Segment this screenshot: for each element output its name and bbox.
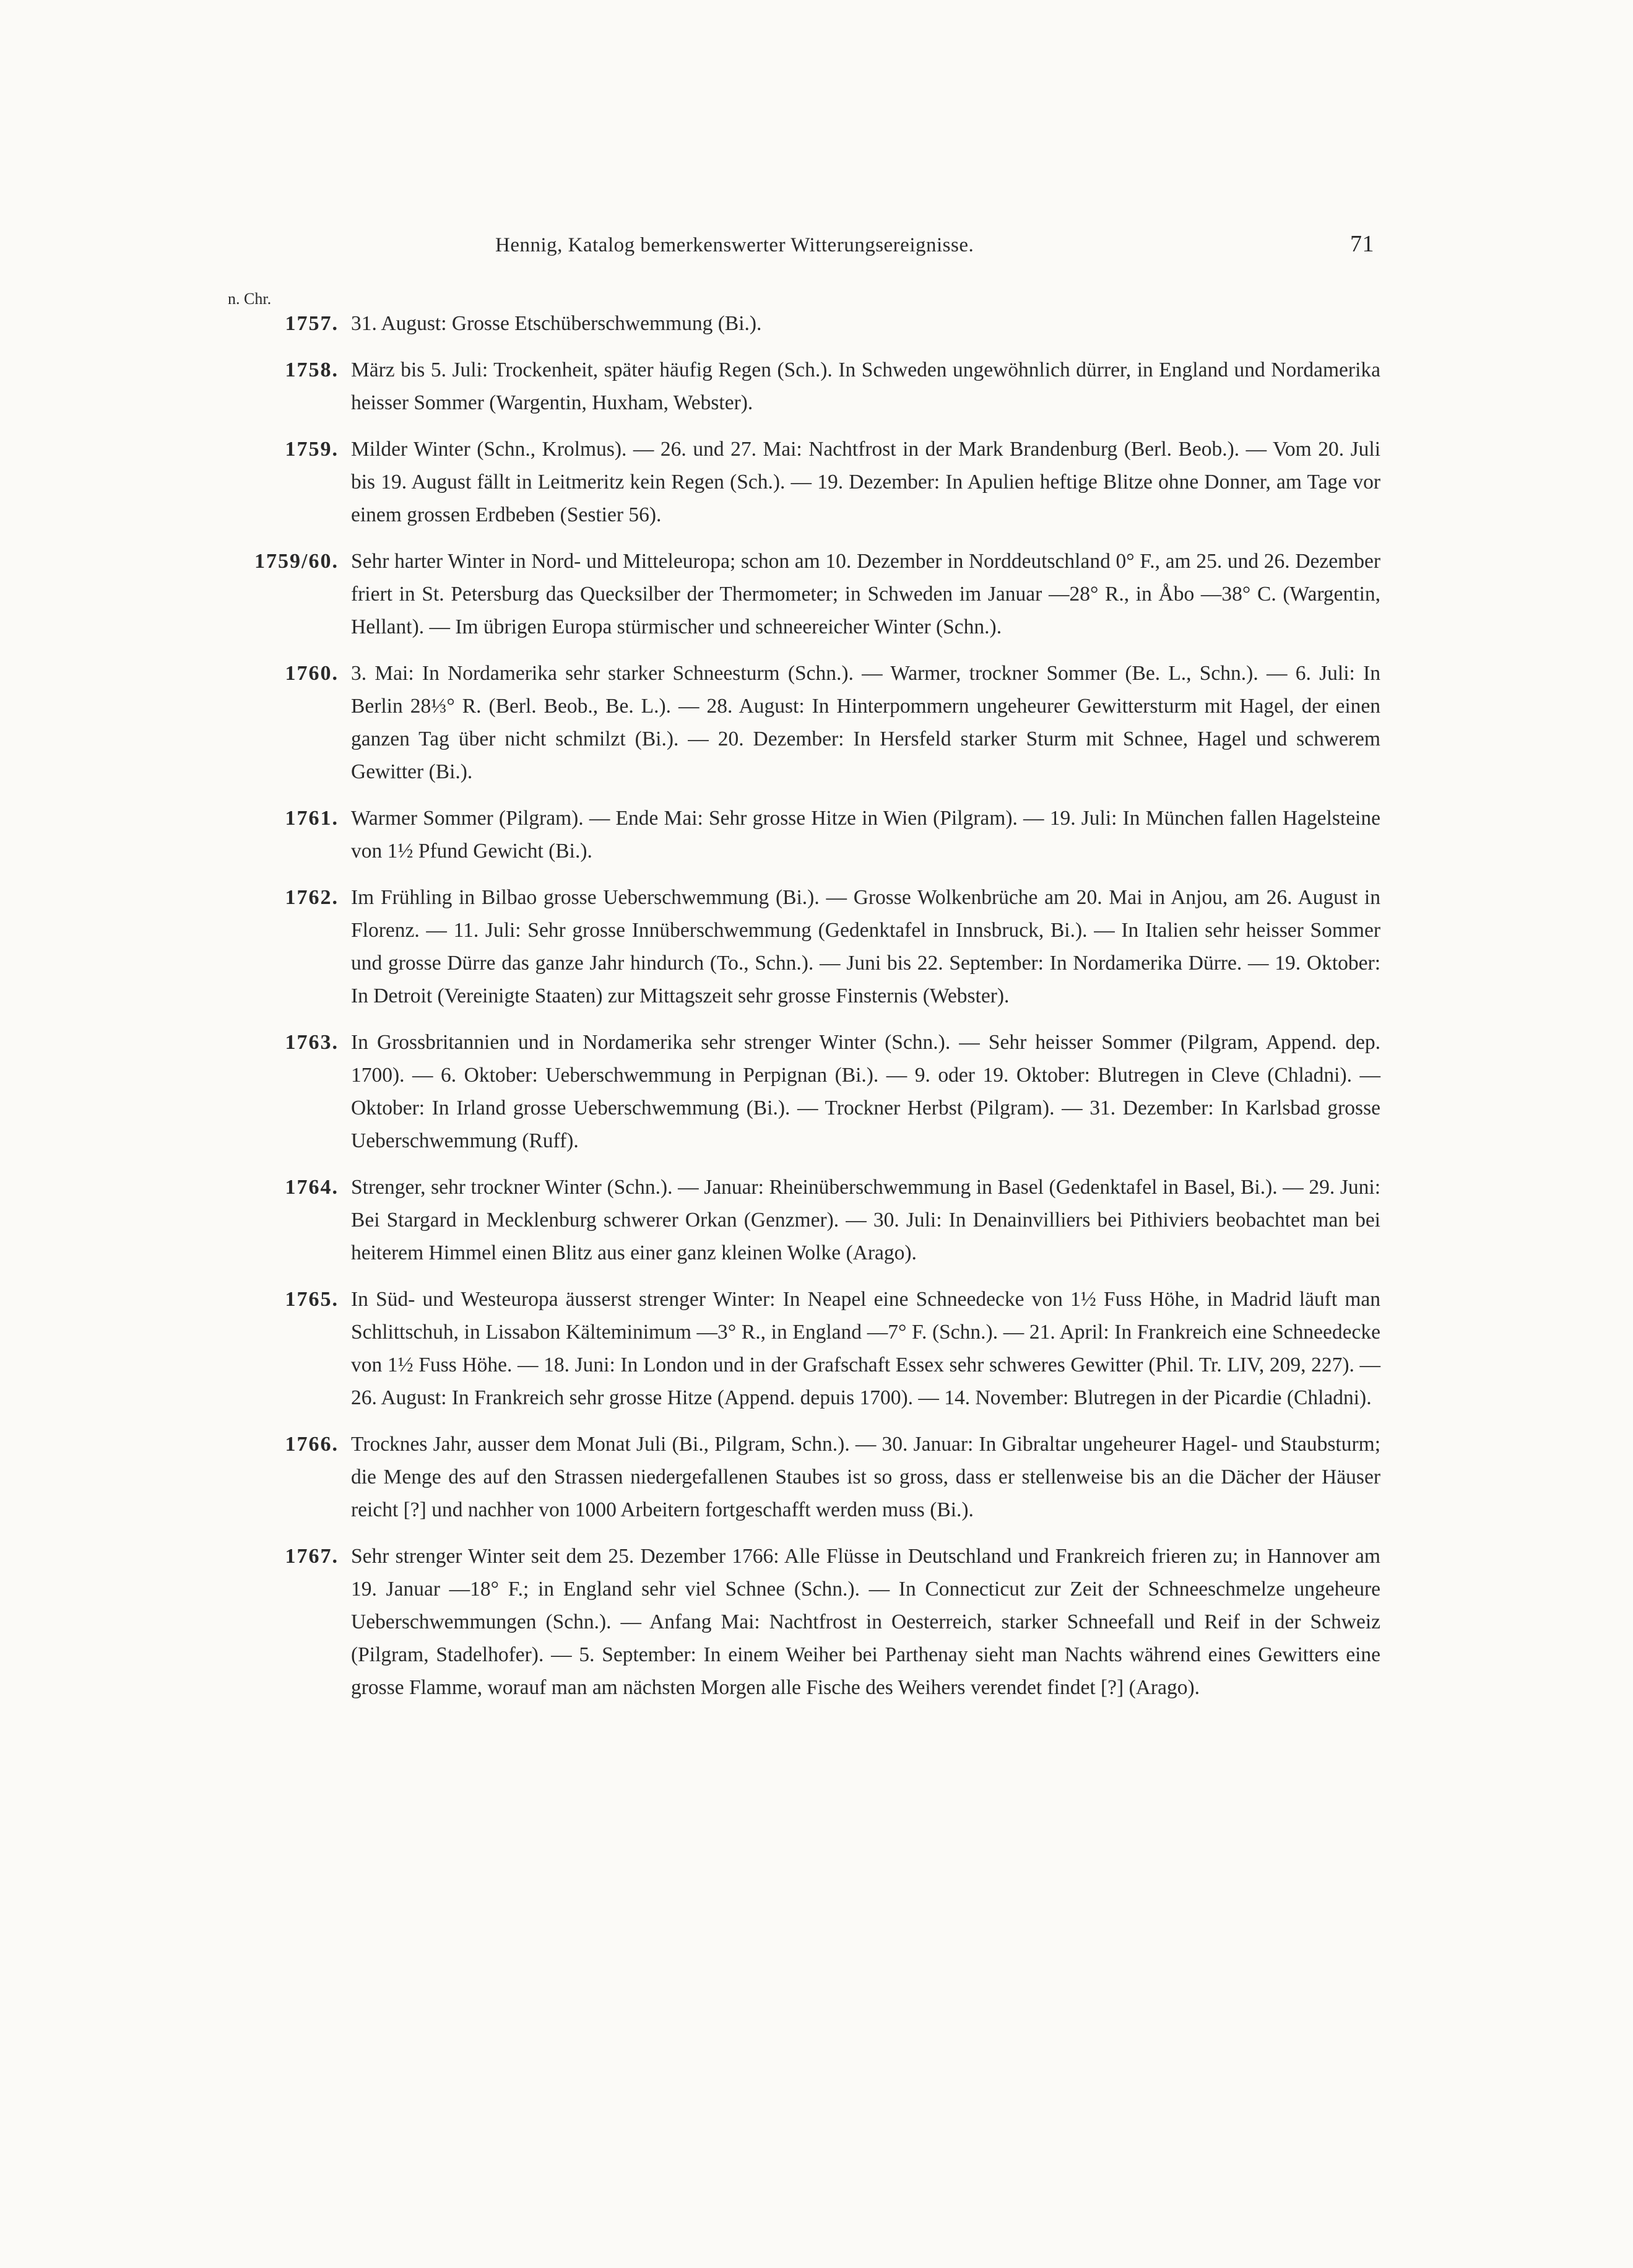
running-title: Hennig, Katalog bemerkenswerter Witterungsereignisse. <box>495 234 974 256</box>
entry-text: Sehr harter Winter in Nord- und Mitteleuropa; schon am 10. Dezember in Norddeutschland 0° F., am 25. und 26. Dezember friert in St. Petersburg das Quecksilber der Thermometer; in Schweden im Januar —28° R., in Åbo —38° C. (Wargentin, Hellant). — Im übrigen Europa stürmischer und schneereicher Winter (Schn.). <box>351 550 1380 638</box>
entry <box>217 354 1380 419</box>
entry-text: Warmer Sommer (Pilgram). — Ende Mai: Sehr grosse Hitze in Wien (Pilgram). — 19. Juli: In München fallen Hagelsteine von 1½ Pfund Gewicht (Bi.). <box>351 807 1380 862</box>
entry <box>217 802 1380 867</box>
entry-text: Sehr strenger Winter seit dem 25. Dezember 1766: Alle Flüsse in Deutschland und Frankreich frieren zu; in Hannover am 19. Januar —18° F.; in England sehr viel Schnee (Schn.). — In Connecticut zur Zeit der Schneeschmelze ungeheure Ueberschwemmungen (Schn.). — Anfang Mai: Nachtfrost in Oesterreich, starker Schneefall und Reif in der Schweiz (Pilgram, Stadelhofer). — 5. September: In einem Weiher bei Parthenay sieht man Nachts während eines Gewitters eine grosse Flamme, worauf man am nächsten Morgen alle Fische des Weihers verendet findet [?] (Arago). <box>351 1545 1380 1699</box>
entry <box>217 545 1380 643</box>
entry-text: 3. Mai: In Nordamerika sehr starker Schneesturm (Schn.). — Warmer, trockner Sommer (Be. L., Schn.). — 6. Juli: In Berlin 28⅓° R. (Berl. Beob., Be. L.). — 28. August: In Hinterpommern ungeheurer Gewittersturm mit Hagel, der einen ganzen Tag über nicht schmilzt (Bi.). — 20. Dezember: In Hersfeld starker Sturm mit Schnee, Hagel und schwerem Gewitter (Bi.). <box>351 662 1380 783</box>
entry <box>217 1283 1380 1414</box>
entry <box>217 1428 1380 1526</box>
page-number: 71 <box>1350 231 1374 257</box>
entry <box>217 657 1380 788</box>
running-header <box>347 230 1374 267</box>
entry-year: 1763. <box>285 1031 339 1054</box>
entries-list <box>217 307 1380 1718</box>
entry-year: 1761. <box>285 807 339 830</box>
entry-year: 1758. <box>285 358 339 381</box>
entry-year: 1762. <box>285 886 339 909</box>
entry-text: 31. August: Grosse Etschüberschwemmung (Bi.). <box>351 312 762 335</box>
entry-year: 1760. <box>285 662 339 685</box>
era-label: n. Chr. <box>228 290 272 308</box>
entry-year: 1764. <box>285 1176 339 1199</box>
entry-year: 1767. <box>285 1545 339 1568</box>
entry <box>217 881 1380 1012</box>
entry-year: 1759/60. <box>254 550 339 573</box>
entry-text: Milder Winter (Schn., Krolmus). — 26. und 27. Mai: Nachtfrost in der Mark Brandenburg (Berl. Beob.). — Vom 20. Juli bis 19. August fällt in Leitmeritz kein Regen (Sch.). — 19. Dezember: In Apulien heftige Blitze ohne Donner, am Tage vor einem grossen Erdbeben (Sestier 56). <box>351 438 1380 526</box>
entry-year: 1766. <box>285 1433 339 1456</box>
entry-text: In Grossbritannien und in Nordamerika sehr strenger Winter (Schn.). — Sehr heisser Sommer (Pilgram, Append. dep. 1700). — 6. Oktober: Ueberschwemmung in Perpignan (Bi.). — 9. oder 19. Oktober: Blutregen in Cleve (Chladni). — Oktober: In Irland grosse Ueberschwemmung (Bi.). — Trockner Herbst (Pilgram). — 31. Dezember: In Karlsbad grosse Ueberschwemmung (Ruff). <box>351 1031 1380 1152</box>
entry <box>217 307 1380 340</box>
entry-text: In Süd- und Westeuropa äusserst strenger Winter: In Neapel eine Schneedecke von 1½ Fuss Höhe, in Madrid läuft man Schlittschuh, in Lissabon Kälteminimum —3° R., in England —7° F. (Schn.). — 21. April: In Frankreich eine Schneedecke von 1½ Fuss Höhe. — 18. Juni: In London und in der Grafschaft Essex sehr schweres Gewitter (Phil. Tr. LIV, 209, 227). — 26. August: In Frankreich sehr grosse Hitze (Append. depuis 1700). — 14. November: Blutregen in der Picardie (Chladni). <box>351 1288 1380 1409</box>
entry-text: Strenger, sehr trockner Winter (Schn.). — Januar: Rheinüberschwemmung in Basel (Gedenktafel in Basel, Bi.). — 29. Juni: Bei Stargard in Mecklenburg schwerer Orkan (Genzmer). — 30. Juli: In Denainvilliers bei Pithiviers beobachtet man bei heiterem Himmel einen Blitz aus einer ganz kleinen Wolke (Arago). <box>351 1176 1380 1264</box>
entry-text: Im Frühling in Bilbao grosse Ueberschwemmung (Bi.). — Grosse Wolkenbrüche am 20. Mai in Anjou, am 26. August in Florenz. — 11. Juli: Sehr grosse Innüberschwemmung (Gedenktafel in Innsbruck, Bi.). — In Italien sehr heisser Sommer und grosse Dürre das ganze Jahr hindurch (To., Schn.). — Juni bis 22. September: In Nordamerika Dürre. — 19. Oktober: In Detroit (Vereinigte Staaten) zur Mittagszeit sehr grosse Finsternis (Webster). <box>351 886 1380 1007</box>
entry <box>217 1540 1380 1704</box>
entry-year: 1765. <box>285 1288 339 1311</box>
entry <box>217 433 1380 531</box>
entry <box>217 1171 1380 1269</box>
entry-year: 1759. <box>285 438 339 461</box>
entry-text: März bis 5. Juli: Trockenheit, später häufig Regen (Sch.). In Schweden ungewöhnlich dürrer, in England und Nordamerika heisser Sommer (Wargentin, Huxham, Webster). <box>351 358 1380 414</box>
entry-text: Trocknes Jahr, ausser dem Monat Juli (Bi., Pilgram, Schn.). — 30. Januar: In Gibraltar ungeheurer Hagel- und Staubsturm; die Menge des auf den Strassen niedergefallenen Staubes ist so gross, dass er stellenweise bis an die Dächer der Häuser reicht [?] und nachher von 1000 Arbeitern fortgeschafft werden muss (Bi.). <box>351 1433 1380 1521</box>
entry-year: 1757. <box>285 312 339 335</box>
entry <box>217 1026 1380 1157</box>
